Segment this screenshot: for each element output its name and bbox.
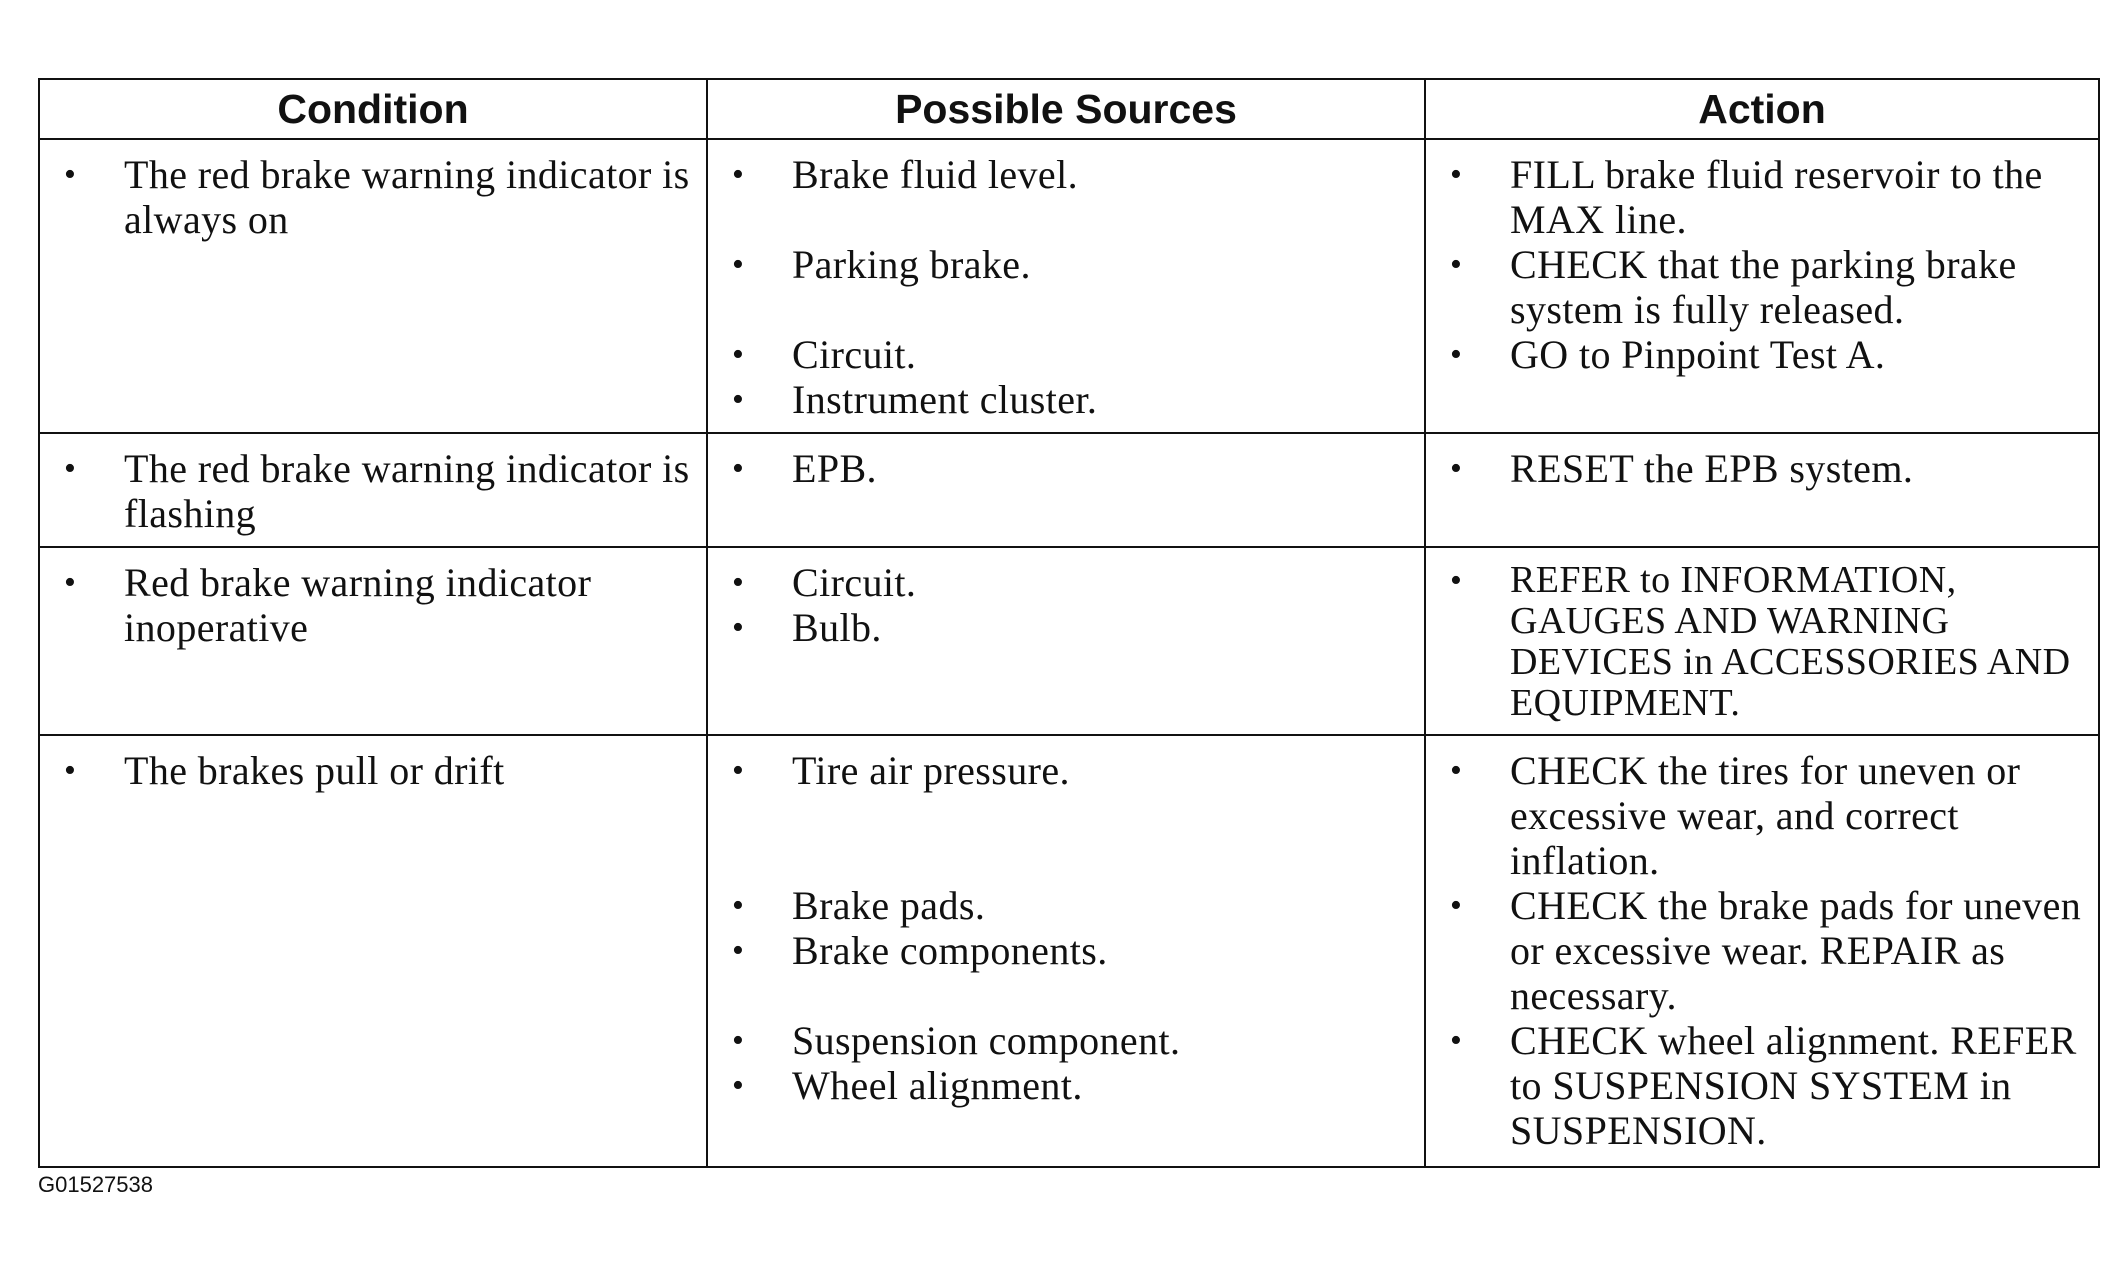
bullet-icon: • (732, 932, 745, 969)
bullet-icon: • (732, 564, 745, 601)
bullet-icon: • (1450, 246, 1463, 283)
header-possible-sources: Possible Sources (707, 79, 1425, 139)
bullet-icon: • (732, 1022, 745, 1059)
list-item: • REFER to INFORMATION, GAUGES AND WARNING DEVICES in ACCESSORIES AND EQUIPMENT. (1450, 559, 2071, 724)
bullet-icon: • (64, 564, 77, 601)
sources-cell (707, 433, 1425, 547)
list-item: • The red brake warning indicator is flashing (64, 446, 690, 536)
list-item: • Circuit. (732, 332, 917, 377)
diagnostic-table-container (38, 78, 2100, 1168)
sources-cell (707, 547, 1425, 735)
bullet-icon: • (732, 1067, 745, 1104)
bullet-icon: • (1450, 450, 1463, 487)
table-row (39, 433, 2099, 547)
bullet-icon: • (732, 246, 745, 283)
list-item: • Brake pads. (732, 883, 986, 928)
list-item: • Wheel alignment. (732, 1063, 1083, 1108)
action-cell (1425, 735, 2099, 1167)
sources-cell (707, 735, 1425, 1167)
action-cell (1425, 433, 2099, 547)
list-item: • Tire air pressure. (732, 748, 1070, 793)
condition-cell (39, 139, 707, 433)
table-row (39, 735, 2099, 1167)
bullet-icon: • (1450, 887, 1463, 924)
bullet-icon: • (732, 156, 745, 193)
list-item: • GO to Pinpoint Test A. (1450, 332, 1886, 377)
bullet-icon: • (1450, 336, 1463, 373)
bullet-icon: • (1450, 562, 1463, 599)
list-item: • Red brake warning indicator inoperative (64, 560, 592, 650)
condition-cell (39, 735, 707, 1167)
list-item: • CHECK wheel alignment. REFER to SUSPENSION SYSTEM in SUSPENSION. (1450, 1018, 2077, 1153)
bullet-icon: • (732, 752, 745, 789)
list-item: • EPB. (732, 446, 877, 491)
action-cell (1425, 547, 2099, 735)
symptom-chart-table (38, 78, 2100, 1168)
list-item: • Brake fluid level. (732, 152, 1078, 197)
bullet-icon: • (1450, 1022, 1463, 1059)
sources-cell (707, 139, 1425, 433)
bullet-icon: • (732, 609, 745, 646)
bullet-icon: • (64, 156, 77, 193)
bullet-icon: • (64, 450, 77, 487)
action-cell (1425, 139, 2099, 433)
bullet-icon: • (732, 887, 745, 924)
header-action: Action (1425, 79, 2099, 139)
bullet-icon: • (732, 336, 745, 373)
bullet-icon: • (1450, 752, 1463, 789)
list-item: • The red brake warning indicator is always on (64, 152, 690, 242)
bullet-icon: • (732, 381, 745, 418)
list-item: • Instrument cluster. (732, 377, 1098, 422)
list-item: • CHECK the tires for uneven or excessive wear, and correct inflation. (1450, 748, 2021, 883)
list-item: • The brakes pull or drift (64, 748, 505, 793)
list-item: • FILL brake fluid reservoir to the MAX line. (1450, 152, 2043, 242)
list-item: • CHECK the brake pads for uneven or excessive wear. REPAIR as necessary. (1450, 883, 2082, 1018)
list-item: • Suspension component. (732, 1018, 1181, 1063)
header-row (39, 79, 2099, 139)
figure-id-caption: G01527538 (38, 1172, 153, 1197)
list-item: • Brake components. (732, 928, 1108, 973)
bullet-icon: • (1450, 156, 1463, 193)
condition-cell (39, 547, 707, 735)
bullet-icon: • (732, 450, 745, 487)
condition-cell (39, 433, 707, 547)
list-item: • RESET the EPB system. (1450, 446, 1914, 491)
list-item: • CHECK that the parking brake system is fully released. (1450, 242, 2017, 332)
header-condition: Condition (39, 79, 707, 139)
list-item: • Bulb. (732, 605, 882, 650)
list-item: • Circuit. (732, 560, 917, 605)
table-row (39, 139, 2099, 433)
bullet-icon: • (64, 752, 77, 789)
list-item: • Parking brake. (732, 242, 1031, 287)
table-row (39, 547, 2099, 735)
